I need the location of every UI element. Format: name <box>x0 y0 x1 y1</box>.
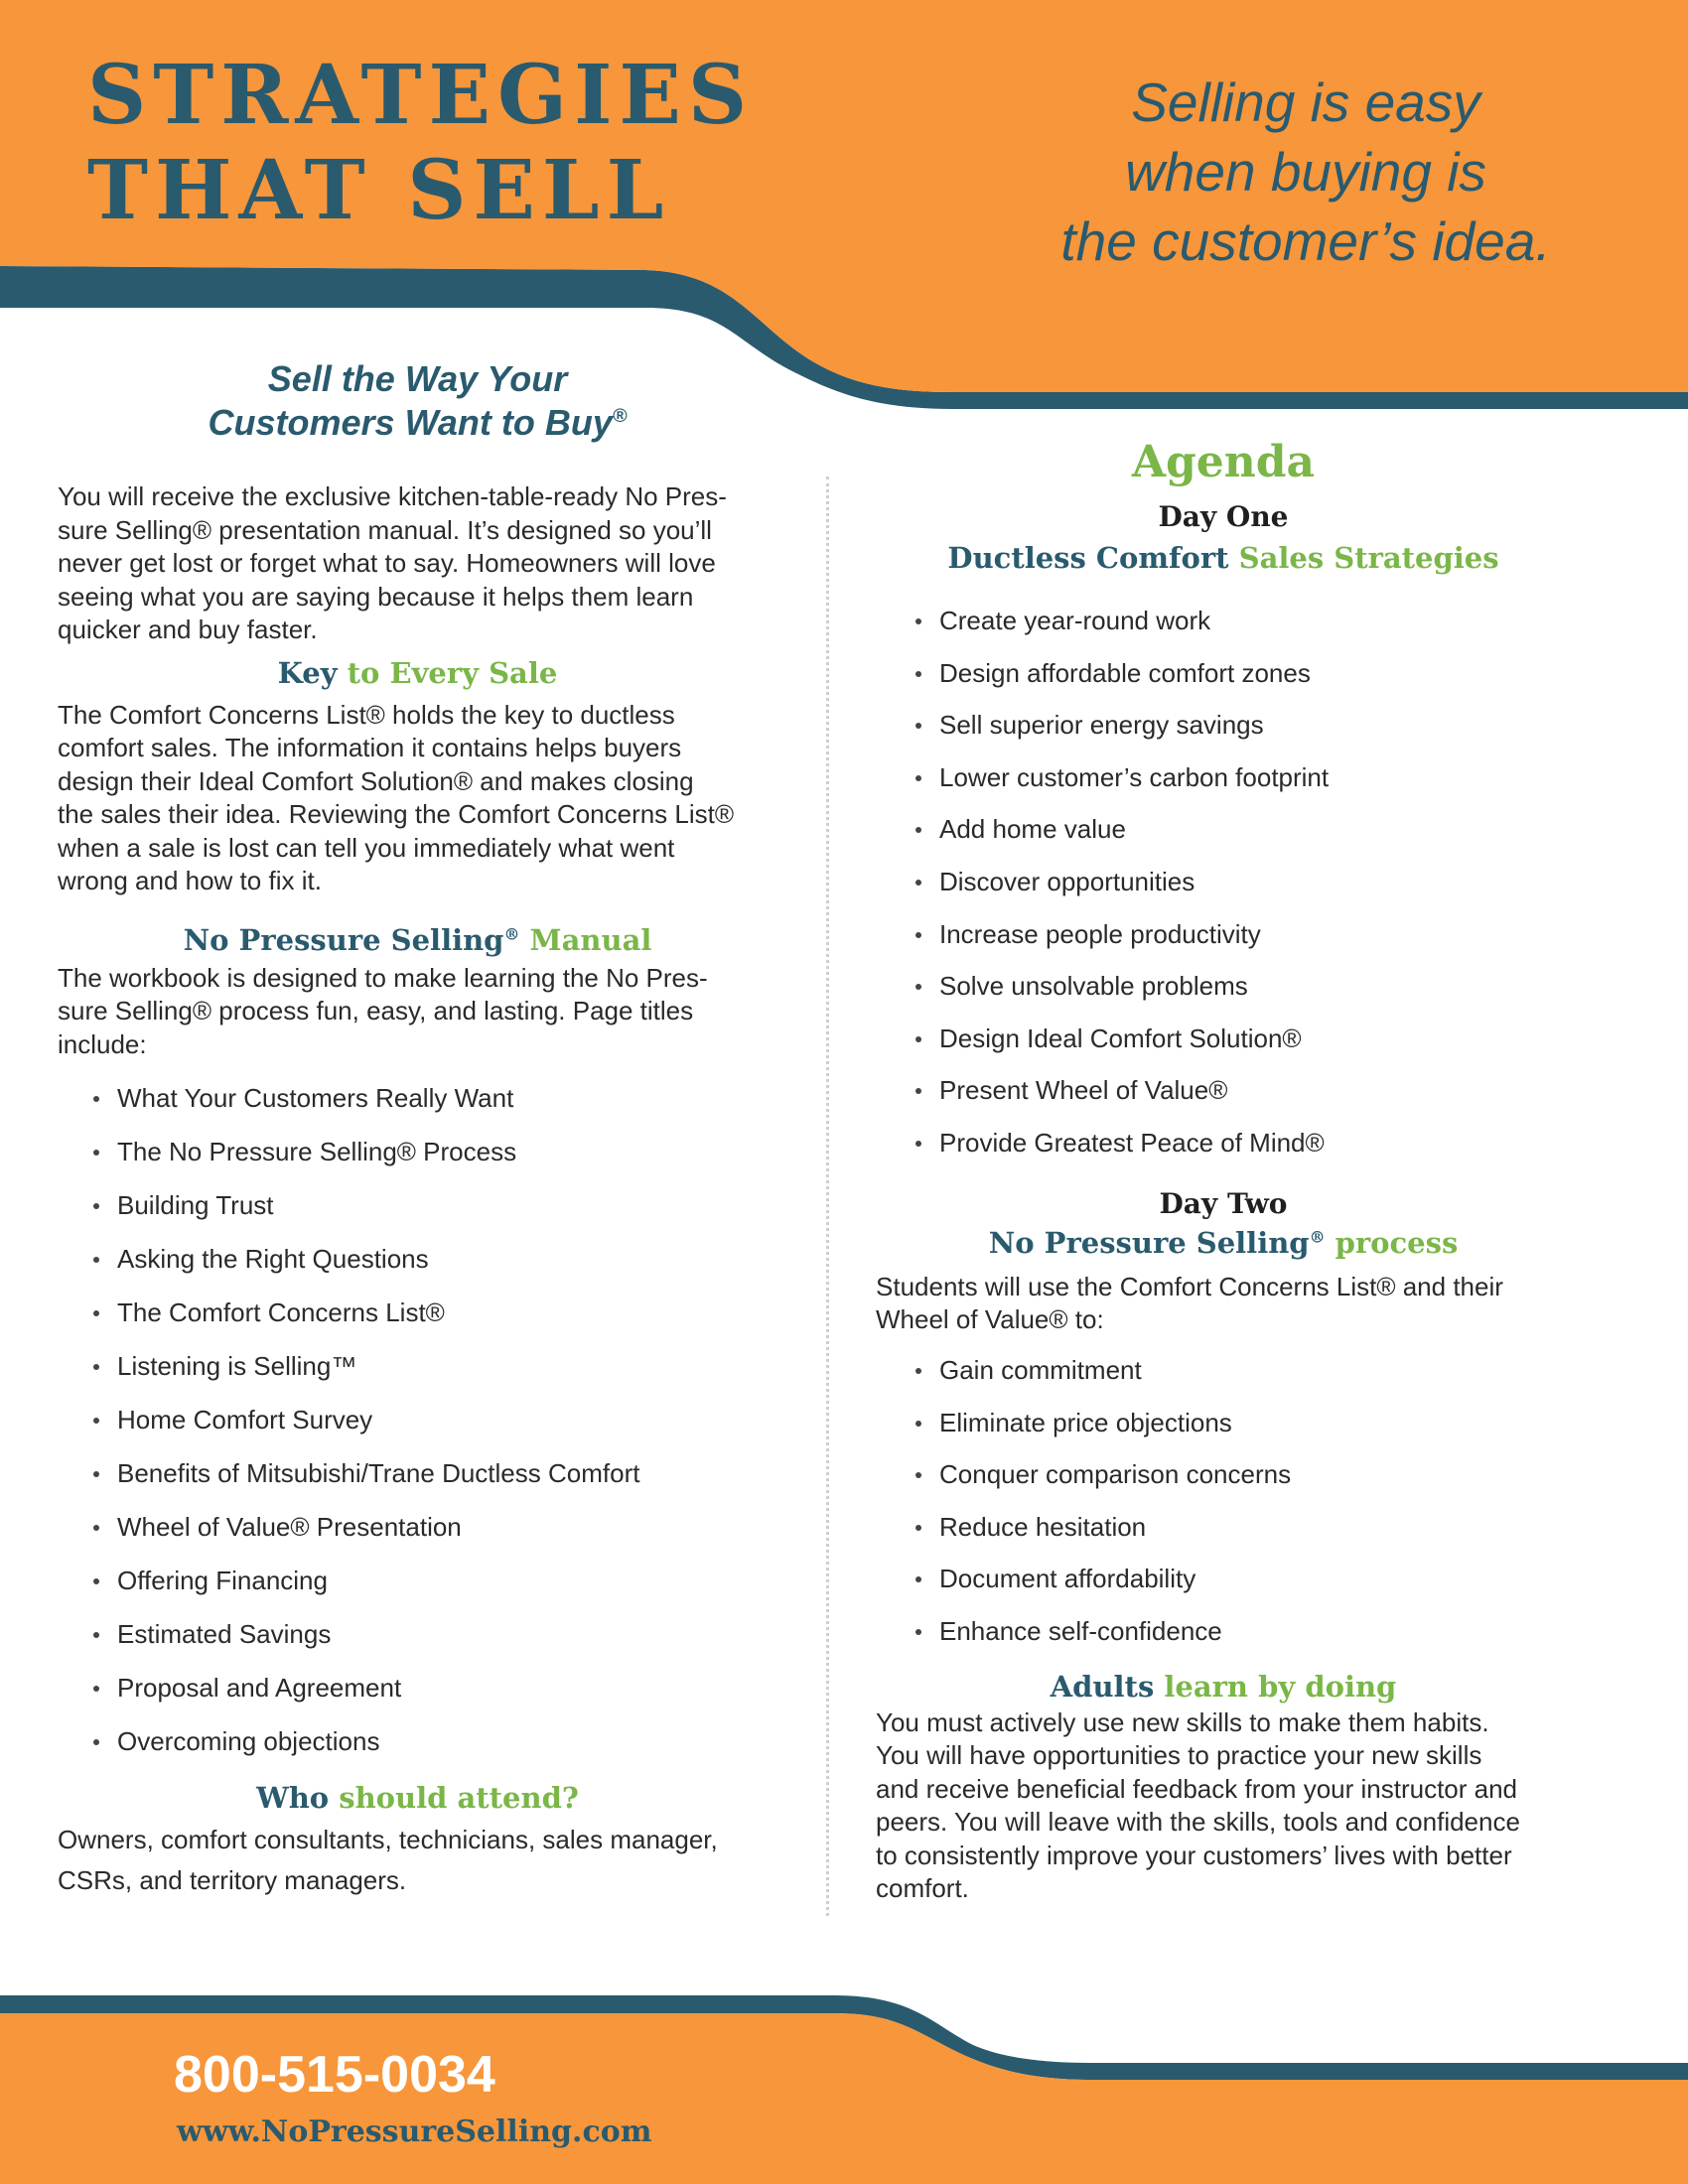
who-heading-b: should attend? <box>329 1781 579 1815</box>
tagline <box>993 68 1618 276</box>
tagline-line-3: the customer’s idea. <box>1060 210 1551 272</box>
list-item: Create year-round work <box>939 606 1571 635</box>
left-heading-line-1: Sell the Way Your <box>267 358 568 399</box>
adults-line: and receive beneficial feedback from your instructor and <box>876 1773 1518 1804</box>
list-item: Asking the Right Questions <box>117 1244 777 1274</box>
left-heading: Sell the Way Your Customers Want to Buy® <box>208 358 628 443</box>
website-link[interactable]: www.NoPressureSelling.com <box>177 2115 652 2149</box>
manual-heading-a: No Pressure Selling <box>183 922 504 957</box>
agenda-heading: Agenda <box>1131 437 1316 487</box>
page-title <box>87 48 754 238</box>
list-item: Enhance self-confidence <box>939 1616 1571 1646</box>
day-one-subheading <box>876 540 1571 576</box>
day-two-heading: Day Two <box>1159 1186 1288 1220</box>
key-heading-a: Key <box>277 655 338 690</box>
key-line: The Comfort Concerns List® holds the key to ductless <box>58 699 675 730</box>
adults-heading-a: Adults <box>1050 1669 1155 1704</box>
manual-heading: No Pressure Selling® Manual <box>183 922 652 957</box>
list-item: Building Trust <box>117 1190 777 1220</box>
day-two-intro-line: Students will use the Comfort Concerns List® and their <box>876 1271 1503 1301</box>
who-line: Owners, comfort consultants, technicians, sales manager, <box>58 1825 718 1854</box>
day-one-sub-b: Sales Strategies <box>1228 541 1499 575</box>
list-item: Increase people productivity <box>939 919 1571 949</box>
list-item: Listening is Selling™ <box>117 1351 777 1381</box>
key-line: design their Ideal Comfort Solution® and makes closing <box>58 765 694 796</box>
list-item: Add home value <box>939 814 1571 844</box>
adults-line: to consistently improve your customers’ lives with better <box>876 1840 1512 1870</box>
key-heading-b: to Every Sale <box>337 655 558 690</box>
key-line: wrong and how to fix it. <box>58 866 322 895</box>
adults-line: You will have opportunities to practice your new skills <box>876 1740 1482 1770</box>
list-item: Lower customer’s carbon footprint <box>939 762 1571 792</box>
intro-line: sure Selling® presentation manual. It’s designed so you’ll <box>58 514 712 545</box>
left-column <box>58 357 777 1901</box>
list-item: Proposal and Agreement <box>117 1673 777 1703</box>
adults-line: peers. You will leave with the skills, tools and confidence <box>876 1807 1520 1837</box>
tagline-line-2: when buying is <box>1125 141 1486 203</box>
list-item: Document affordability <box>939 1564 1571 1593</box>
list-item: Sell superior energy savings <box>939 710 1571 740</box>
intro-line: You will receive the exclusive kitchen-table-ready No Pres- <box>58 481 727 511</box>
list-item: Gain commitment <box>939 1355 1571 1385</box>
who-paragraph <box>58 1820 777 1901</box>
manual-line: include: <box>58 1028 147 1059</box>
title-line-2: THAT SELL <box>87 143 671 238</box>
list-item: Offering Financing <box>117 1566 777 1595</box>
day-one-sub-a: Ductless Comfort <box>947 541 1229 575</box>
manual-paragraph <box>58 962 777 1062</box>
list-item: Present Wheel of Value® <box>939 1075 1571 1105</box>
intro-line: never get lost or forget what to say. Homeowners will love <box>58 548 716 578</box>
title-line-1: STRATEGIES <box>87 48 755 143</box>
adults-line: You must actively use new skills to make them habits. <box>876 1706 1489 1737</box>
column-divider <box>826 477 829 1916</box>
intro-paragraph <box>58 480 777 647</box>
right-column <box>876 437 1571 1906</box>
key-line: comfort sales. The information it contains helps buyers <box>58 733 682 762</box>
key-heading <box>58 655 777 691</box>
list-item: Eliminate price objections <box>939 1408 1571 1437</box>
list-item: Discover opportunities <box>939 867 1571 896</box>
list-item: Solve unsolvable problems <box>939 971 1571 1001</box>
key-paragraph <box>58 699 777 898</box>
list-item: Benefits of Mitsubishi/Trane Ductless Comfort <box>117 1458 777 1488</box>
list-item: Home Comfort Survey <box>117 1405 777 1434</box>
list-item: Wheel of Value® Presentation <box>117 1512 777 1542</box>
day-two-subheading: No Pressure Selling® process <box>988 1225 1459 1260</box>
intro-line: seeing what you are saying because it helps them learn <box>58 581 694 612</box>
day-two-list <box>876 1355 1571 1646</box>
left-heading-line-2: Customers Want to Buy <box>208 402 613 443</box>
day-two-intro-line: Wheel of Value® to: <box>876 1304 1104 1335</box>
list-item: Design affordable comfort zones <box>939 658 1571 688</box>
manual-heading-b: Manual <box>519 922 652 957</box>
list-item: Reduce hesitation <box>939 1512 1571 1542</box>
tagline-line-1: Selling is easy <box>1131 71 1480 133</box>
manual-line: sure Selling® process fun, easy, and lasting. Page titles <box>58 996 694 1025</box>
day-one-list <box>876 606 1571 1158</box>
adults-line: comfort. <box>876 1873 969 1903</box>
who-line: CSRs, and territory managers. <box>58 1865 407 1895</box>
adults-heading-b: learn by doing <box>1154 1669 1397 1704</box>
day-two-sub-b: process <box>1325 1225 1459 1260</box>
day-one-heading: Day One <box>1158 500 1289 533</box>
who-heading-a: Who <box>256 1781 330 1815</box>
list-item: Design Ideal Comfort Solution® <box>939 1024 1571 1053</box>
key-line: the sales their idea. Reviewing the Comfort Concerns List® <box>58 799 735 829</box>
manual-line: The workbook is designed to make learning the No Pres- <box>58 962 708 993</box>
phone-number[interactable]: 800-515-0034 <box>174 2046 495 2104</box>
who-heading <box>58 1780 777 1816</box>
list-item: Overcoming objections <box>117 1726 777 1756</box>
intro-line: quicker and buy faster. <box>58 614 318 644</box>
manual-items-list <box>58 1083 777 1756</box>
list-item: What Your Customers Really Want <box>117 1083 777 1113</box>
list-item: The No Pressure Selling® Process <box>117 1137 777 1166</box>
key-line: when a sale is lost can tell you immediately what went <box>58 832 675 863</box>
day-two-intro <box>876 1271 1571 1337</box>
list-item: Conquer comparison concerns <box>939 1459 1571 1489</box>
list-item: Estimated Savings <box>117 1619 777 1649</box>
day-two-sub-a: No Pressure Selling <box>988 1225 1310 1260</box>
adults-paragraph <box>876 1706 1571 1906</box>
adults-heading <box>876 1669 1571 1705</box>
list-item: Provide Greatest Peace of Mind® <box>939 1128 1571 1158</box>
list-item: The Comfort Concerns List® <box>117 1297 777 1327</box>
